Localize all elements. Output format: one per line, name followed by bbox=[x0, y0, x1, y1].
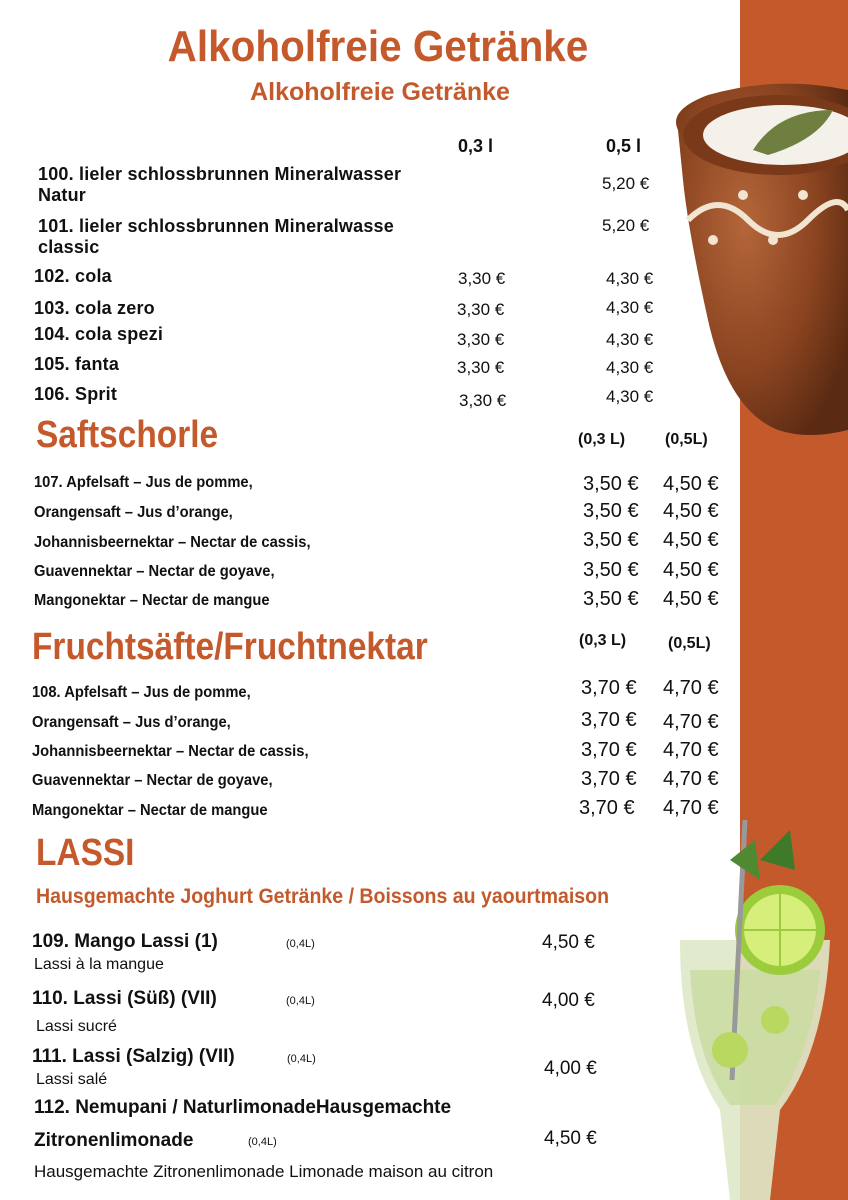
column-header-03: (0,3 L) bbox=[579, 632, 627, 649]
column-header-05: (0,5L) bbox=[665, 431, 708, 448]
menu-item-price: 3,30 € bbox=[457, 300, 505, 319]
menu-item-price: 4,70 € bbox=[663, 739, 719, 761]
menu-item-price: 3,30 € bbox=[458, 269, 506, 288]
menu-item-price: 3,50 € bbox=[583, 559, 639, 581]
menu-item-price: 3,50 € bbox=[583, 529, 639, 551]
menu-item-name: 106. Sprit bbox=[34, 384, 118, 404]
section-title-lassi: LASSI bbox=[36, 832, 135, 874]
menu-item-name: Johannisbeernektar – Nectar de cassis, bbox=[34, 534, 311, 551]
menu-item-price: 4,00 € bbox=[542, 990, 595, 1011]
menu-item-price: 4,30 € bbox=[606, 387, 654, 406]
menu-item-price: 4,00 € bbox=[544, 1058, 597, 1079]
section-title-fruchtsaefte: Fruchtsäfte/Fruchtnektar bbox=[32, 626, 428, 668]
menu-item-price: 4,70 € bbox=[663, 711, 719, 733]
menu-item-price: 3,70 € bbox=[581, 739, 637, 761]
menu-item-name: 104. cola spezi bbox=[34, 324, 164, 344]
menu-item-name: 105. fanta bbox=[34, 354, 120, 374]
page-subtitle: Alkoholfreie Getränke bbox=[250, 78, 510, 106]
menu-item-name: 103. cola zero bbox=[34, 298, 155, 318]
menu-item-price: 4,30 € bbox=[606, 269, 654, 288]
menu-item-name: Mangonektar – Nectar de mangue bbox=[34, 592, 270, 609]
menu-item-price: 4,30 € bbox=[606, 298, 654, 317]
menu-item-name-cont: classic bbox=[38, 237, 100, 257]
menu-item-volume: (0,4L) bbox=[287, 1053, 316, 1065]
menu-item-name: 110. Lassi (Süß) (VII) bbox=[32, 988, 217, 1009]
menu-item-volume: (0,4L) bbox=[286, 938, 315, 950]
menu-item-price: 3,50 € bbox=[583, 500, 639, 522]
page-title: Alkoholfreie Getränke bbox=[167, 22, 589, 71]
menu-item-name: 109. Mango Lassi (1) bbox=[32, 931, 218, 952]
menu-item-price: 3,70 € bbox=[581, 709, 637, 731]
menu-item-price: 5,20 € bbox=[602, 216, 650, 235]
menu-item-price: 3,50 € bbox=[583, 588, 639, 610]
menu-item-price: 4,70 € bbox=[663, 677, 719, 699]
menu-item-description: Lassi salé bbox=[36, 1071, 108, 1088]
menu-item-price: 4,50 € bbox=[663, 473, 719, 495]
menu-item-price: 3,50 € bbox=[583, 473, 639, 495]
menu-item-name: 100. lieler schlossbrunnen Mineralwasser bbox=[38, 164, 402, 184]
column-header-03: 0,3 l bbox=[458, 136, 494, 156]
menu-item-name-cont: Natur bbox=[38, 185, 87, 205]
menu-item-price: 4,50 € bbox=[544, 1128, 597, 1149]
menu-item-name: 107. Apfelsaft – Jus de pomme, bbox=[34, 474, 253, 491]
menu-item-price: 4,50 € bbox=[542, 932, 595, 953]
menu-item-price: 4,50 € bbox=[663, 500, 719, 522]
menu-item-price: 3,30 € bbox=[457, 358, 505, 377]
lassi-clay-pot-image bbox=[668, 70, 848, 440]
menu-item-name: 102. cola bbox=[34, 266, 112, 286]
menu-item-name: Mangonektar – Nectar de mangue bbox=[32, 802, 268, 819]
menu-item-volume: (0,4L) bbox=[286, 995, 315, 1007]
lemonade-glass-image bbox=[660, 820, 848, 1200]
menu-item-price: 3,70 € bbox=[579, 797, 635, 819]
column-header-03: (0,3 L) bbox=[578, 431, 626, 448]
menu-item-name: 101. lieler schlossbrunnen Mineralwasse bbox=[38, 216, 394, 236]
column-header-05: 0,5 l bbox=[606, 136, 642, 156]
menu-item-name-cont: Zitronenlimonade bbox=[34, 1130, 194, 1151]
menu-item-price: 4,50 € bbox=[663, 559, 719, 581]
menu-item-name: Orangensaft – Jus d’orange, bbox=[34, 504, 233, 521]
section-subtitle-lassi: Hausgemachte Joghurt Getränke / Boissons au yaourtmaison bbox=[36, 885, 610, 908]
column-header-05: (0,5L) bbox=[668, 635, 711, 652]
menu-item-volume: (0,4L) bbox=[248, 1136, 277, 1148]
menu-item-name: Guavennektar – Nectar de goyave, bbox=[32, 772, 273, 789]
menu-item-price: 3,30 € bbox=[459, 391, 507, 410]
menu-item-description: Hausgemachte Zitronenlimonade Limonade maison au citron bbox=[34, 1162, 494, 1181]
menu-item-price: 3,30 € bbox=[457, 330, 505, 349]
menu-item-description: Lassi à la mangue bbox=[34, 956, 164, 973]
menu-item-price: 3,70 € bbox=[581, 768, 637, 790]
menu-item-price: 3,70 € bbox=[581, 677, 637, 699]
menu-item-price: 4,50 € bbox=[663, 529, 719, 551]
menu-item-price: 5,20 € bbox=[602, 174, 650, 193]
menu-item-name: Orangensaft – Jus d’orange, bbox=[32, 714, 231, 731]
menu-item-name: Johannisbeernektar – Nectar de cassis, bbox=[32, 743, 309, 760]
menu-item-name: Guavennektar – Nectar de goyave, bbox=[34, 563, 275, 580]
menu-item-description: Lassi sucré bbox=[36, 1018, 117, 1035]
menu-item-price: 4,70 € bbox=[663, 768, 719, 790]
menu-item-price: 4,30 € bbox=[606, 330, 654, 349]
menu-item-name: 108. Apfelsaft – Jus de pomme, bbox=[32, 684, 251, 701]
menu-item-name: 111. Lassi (Salzig) (VII) bbox=[32, 1046, 235, 1067]
menu-item-name: 112. Nemupani / NaturlimonadeHausgemachte bbox=[34, 1097, 452, 1118]
menu-item-price: 4,70 € bbox=[663, 797, 719, 819]
menu-item-price: 4,30 € bbox=[606, 358, 654, 377]
menu-item-price: 4,50 € bbox=[663, 588, 719, 610]
section-title-saftschorle: Saftschorle bbox=[36, 414, 219, 456]
